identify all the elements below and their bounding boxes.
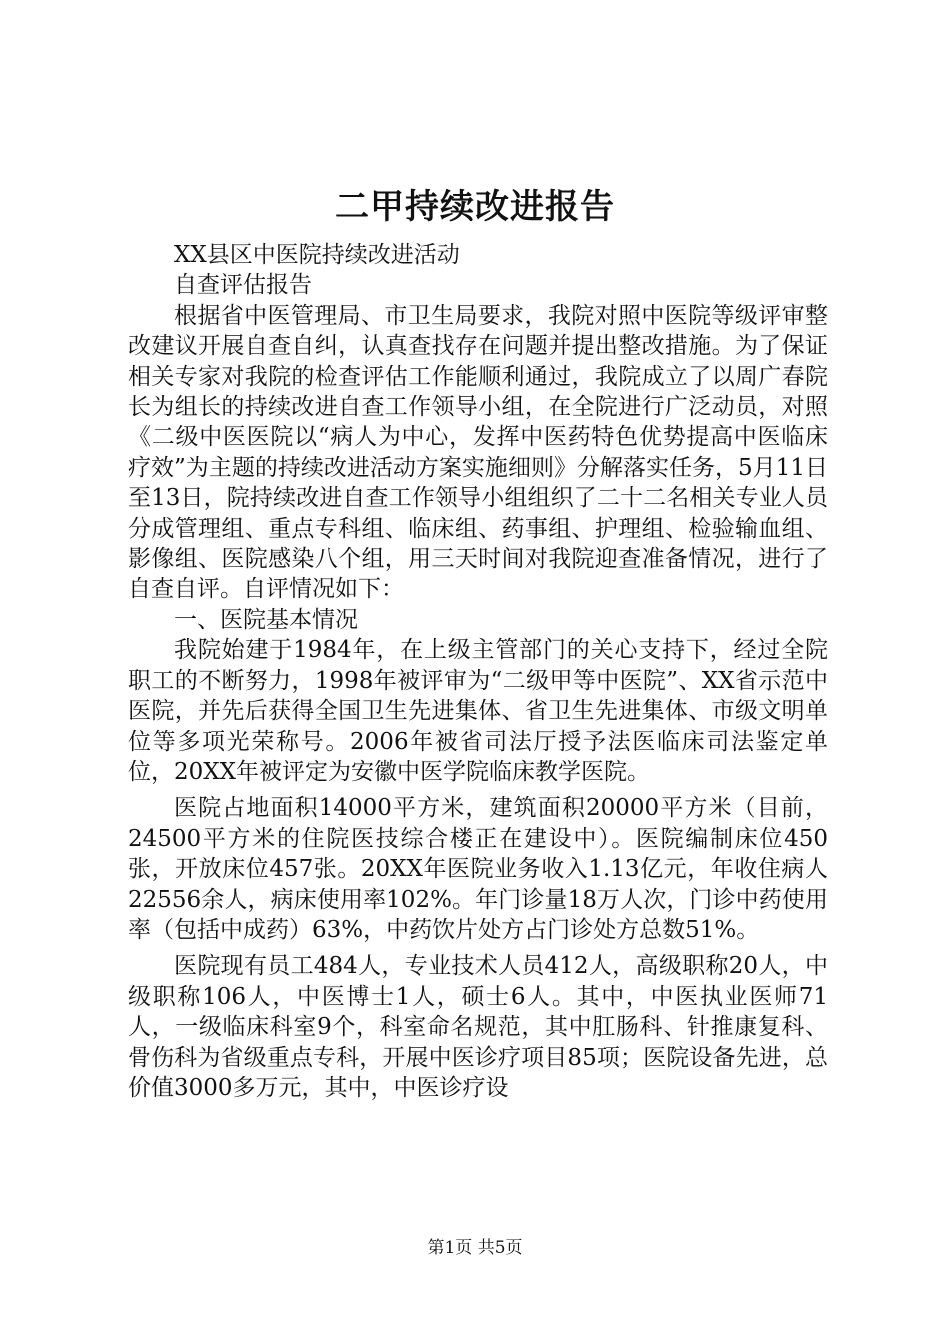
paragraph-subtitle-line-1: XX县区中医院持续改进活动 (174, 242, 460, 268)
paragraph-intro: 根据省中医管理局、市卫生局要求，我院对照中医院等级评审整改建议开展自查自纠，认真查找存在问题并提出整改措施。为了保证相关专家对我院的检查评估工作能顺利通过，我院成立了以周广春院长为组长的持续改进自查工作领导小组，在全院进行广泛动员，对照《二级中医医院以“病人为中心，发挥中医药特色优势提高中医临床疗效”为主题的持续改进活动方案实施细则》分解落实任务，5月11日至13日，院持续改进自查工作领导小组组织了二十二名相关专业人员分成管理组、重点专科组、临床组、药事组、护理组、检验输血组、影像组、医院感染八个组，用三天时间对我院迎查准备情况，进行了自查自评。自评情况如下： (128, 302, 828, 603)
paragraph-facilities: 医院占地面积14000平方米，建筑面积20000平方米（目前，24500平方米的住院医技综合楼正在建设中）。医院编制床位450张，开放床位457张。20XX年医院业务收入1.13亿元，年收住病人22556余人，病床使用率102%。年门诊量18万人次，门诊中药使用率（包括中成药）63%，中药饮片处方占门诊处方总数51%。 (128, 795, 828, 943)
paragraph-history: 我院始建于1984年，在上级主管部门的关心支持下，经过全院职工的不断努力，1998年被评审为“二级甲等中医院”、XX省示范中医院，并先后获得全国卫生先进集体、省卫生先进集体、市级文明单位等多项光荣称号。2006年被省司法厅授予法医临床司法鉴定单位，20XX年被评定为安徽中医学院临床教学医院。 (128, 637, 828, 785)
paragraph-staff: 医院现有员工484人，专业技术人员412人，高级职称20人，中级职称106人，中医博士1人，硕士6人。其中，中医执业医师71人，一级临床科室9个，科室命名规范，其中肛肠科、针推康复科、骨伤科为省级重点专科，开展中医诊疗项目85项；医院设备先进，总价值3000多万元，其中，中医诊疗设 (128, 953, 828, 1101)
document-title: 二甲持续改进报告 (335, 187, 615, 227)
document-body (128, 240, 828, 1103)
paragraph-subtitle-line-2: 自查评估报告 (174, 272, 312, 299)
page-number-footer: 第1页 共5页 (427, 1238, 523, 1258)
section-heading-basic-info: 一、医院基本情况 (174, 606, 358, 633)
